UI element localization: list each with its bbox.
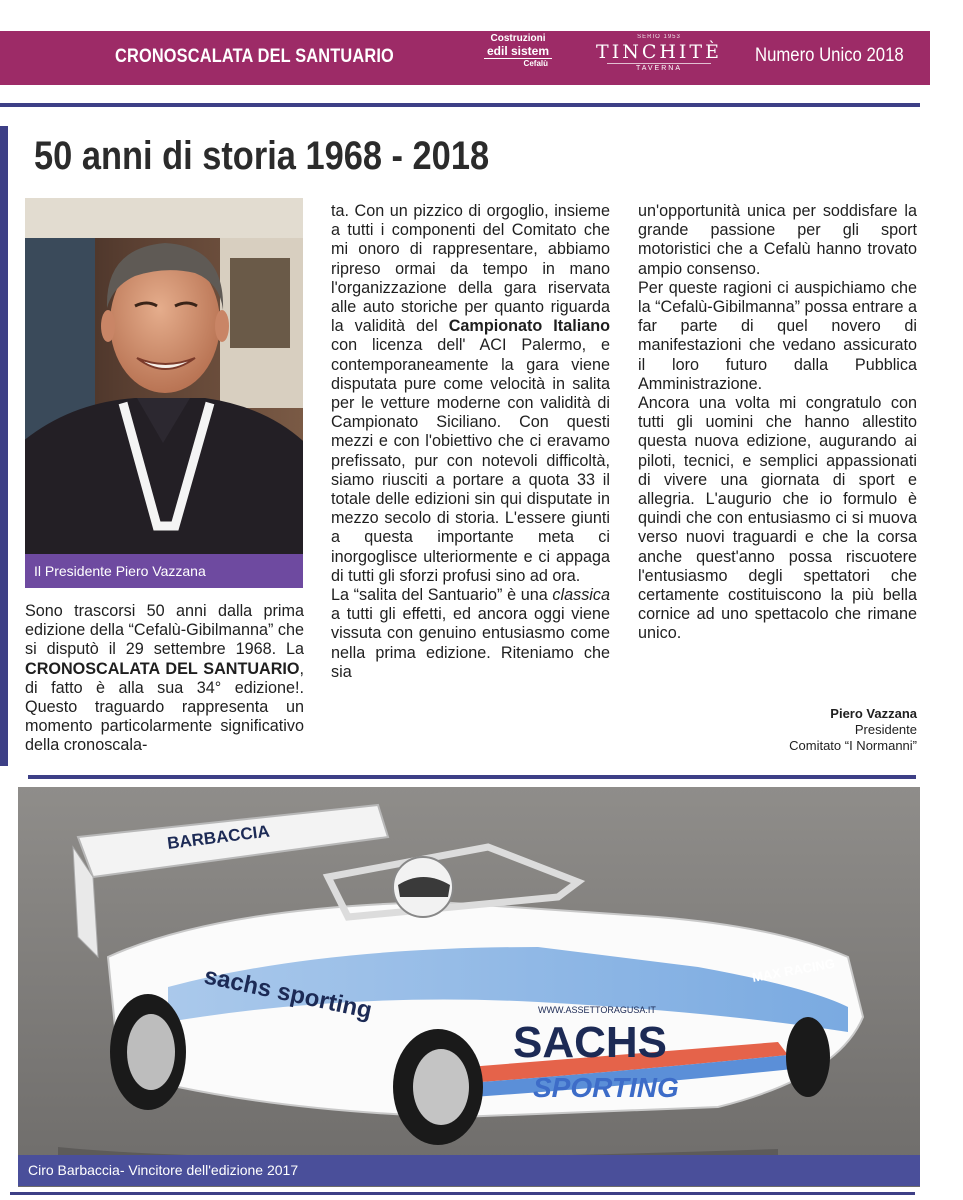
top-divider xyxy=(0,103,920,107)
sponsor-line3: Cefalù xyxy=(523,59,548,68)
side-livery-text: sachs sporting xyxy=(201,962,375,1025)
col2-seg-3: con licenza dell' ACI Palermo, e contemporaneamente la gara viene disputata pure come velocità in salita per le vetture moderne con validità di Campionato Siciliano. Con questi mezzi e con l'obiettivo che ci eravamo prefissato, pur con notevoli difficoltà, siamo riusciti a portare a quota 33 il totale delle edizioni sin qui disputate in mezzo secolo di storia. L'essere giunti a questa importante meta ci inorgoglisce ulteriormente e ci appaga di tutti gli sforzi profusi sino ad ora. xyxy=(331,336,610,585)
president-photo xyxy=(25,198,303,588)
col2-paragraph-2 xyxy=(331,586,610,682)
sponsor2-sub: TAVERNA xyxy=(607,63,711,74)
col3-paragraph-1: un'opportunità unica per soddisfare la grande passione per gli sport motoristici che a Cefalù hanno trovato ampio consenso. xyxy=(638,202,917,278)
col2-seg-6: a tutti gli effetti, ed ancora oggi viene vissuta con genuino entusiasmo come nella prima edizione. Riteniamo che sia xyxy=(331,605,610,681)
side-accent-bar xyxy=(0,126,8,766)
article-signature xyxy=(700,706,917,754)
race-car-photo xyxy=(18,787,920,1187)
front-livery-text-2: SPORTING xyxy=(533,1072,679,1103)
signature-org: Comitato “I Normanni” xyxy=(789,738,917,753)
bottom-divider xyxy=(10,1192,915,1195)
col2-paragraph-1 xyxy=(331,202,610,586)
col1-seg-1: Sono trascorsi 50 anni dalla prima edizione della “Cefalù-Gibilmanna” che si disputò il 29 settembre 1968. La xyxy=(25,602,304,659)
front-livery-text-1: SACHS xyxy=(513,1018,668,1067)
article-column-1 xyxy=(25,602,304,756)
photo-caption-president: Il Presidente Piero Vazzana xyxy=(25,554,303,588)
wing-livery-text: BARBACCIA xyxy=(166,821,271,853)
col1-paragraph xyxy=(25,602,304,756)
col3-paragraph-2: Per queste ragioni ci auspichiamo che la “Cefalù-Gibilmanna” possa entrare a far parte di quel novero di manifestazioni che vedano assicurato il loro futuro dalla Pubblica Amministrazione. xyxy=(638,278,917,393)
signature-name: Piero Vazzana xyxy=(830,706,917,721)
signature-role: Presidente xyxy=(854,722,917,737)
sponsor-line1: Costruzioni xyxy=(490,33,546,44)
issue-label: Numero Unico 2018 xyxy=(755,45,904,66)
col3-paragraph-3: Ancora una volta mi congratulo con tutti gli uomini che hanno allestito questa nuova edizione, augurando ai piloti, tecnici, e semplici appassionati di vivere una giornata di sport e allegria. L'augurio che io formulo è quindi che con entusiasmo ci si muova verso nuovi traguardi e che la corsa anche quest'anno possa riscuotere l'entusiasmo degli spettatori che certamente costituiscono la più bella cornice ad uno spettacolo che rimane unico. xyxy=(638,394,917,643)
article-column-3 xyxy=(638,202,917,644)
article-column-2 xyxy=(331,202,610,682)
portrait-illustration xyxy=(25,198,303,588)
col2-seg-2-bold: Campionato Italiano xyxy=(448,317,610,336)
sponsor-logo-edil-sistem xyxy=(478,33,558,83)
col1-seg-3: , di fatto è alla sua 34° edizione!. Questo traguardo rappresenta un momento particolarmente significativo della cronoscala- xyxy=(25,659,304,755)
website-livery-text: WWW.ASSETTORAGUSA.IT xyxy=(538,1005,656,1015)
mid-divider xyxy=(28,775,916,779)
sponsor-line2: edil sistem xyxy=(484,44,552,59)
col2-seg-1: ta. Con un pizzico di orgoglio, insieme a tutti i componenti del Comitato che mi onoro di rappresentare, abbiamo ripreso ormai da tempo in mano l'organizzazione della gara riservata alle auto storiche per quanto riguarda la validità del xyxy=(331,202,610,336)
race-car-illustration xyxy=(18,787,920,1187)
col2-seg-4: La “salita del Santuario” è una xyxy=(331,586,553,605)
section-title: CRONOSCALATA DEL SANTUARIO xyxy=(115,46,394,67)
col1-seg-2-bold: CRONOSCALATA DEL SANTUARIO xyxy=(25,659,300,678)
sponsor-livery-text: MAX RACING xyxy=(750,955,837,985)
sponsor2-name: TINCHITÈ xyxy=(596,41,722,63)
photo-caption-car: Ciro Barbaccia- Vincitore dell'edizione 2017 xyxy=(18,1155,920,1186)
sponsor-logo-tinchite xyxy=(595,33,723,83)
article-headline: 50 anni di storia 1968 - 2018 xyxy=(34,134,490,178)
sponsor2-top: SERIO 1953 xyxy=(637,34,681,40)
col2-seg-5-italic: classica xyxy=(552,586,610,605)
